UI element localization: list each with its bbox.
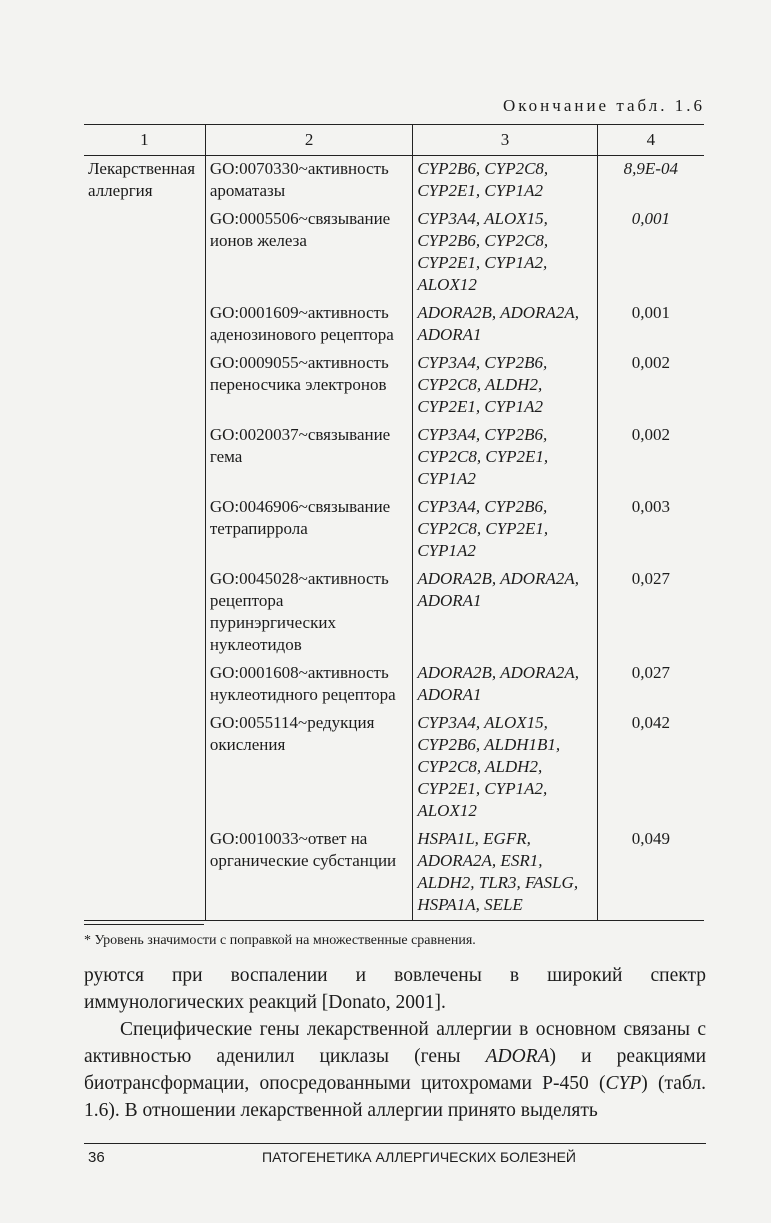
table-row	[84, 826, 704, 921]
go-term-cell: GO:0009055~активность переносчика электронов	[205, 350, 412, 422]
go-term-cell: GO:0001609~активность аденозинового рецептора	[205, 300, 412, 350]
p-value-cell: 0,027	[597, 660, 704, 710]
go-term-cell: GO:0020037~связывание гема	[205, 422, 412, 494]
p-value-cell: 0,049	[597, 826, 704, 921]
running-title: ПАТОГЕНЕТИКА АЛЛЕРГИЧЕСКИХ БОЛЕЗНЕЙ	[262, 1149, 576, 1165]
p-value-cell: 0,003	[597, 494, 704, 566]
genes-cell: CYP3A4, CYP2B6, CYP2C8, CYP2E1, CYP1A2	[413, 494, 597, 566]
go-term-cell: GO:0010033~ответ на органические субстанции	[205, 826, 412, 921]
table-row	[84, 710, 704, 826]
table-row	[84, 494, 704, 566]
genes-cell: CYP3A4, ALOX15, CYP2B6, CYP2C8, CYP2E1, CYP1A2, ALOX12	[413, 206, 597, 300]
genes-cell: CYP3A4, CYP2B6, CYP2C8, CYP2E1, CYP1A2	[413, 422, 597, 494]
gene-name: ADORA	[485, 1046, 550, 1067]
go-term-cell: GO:0046906~связывание тетрапиррола	[205, 494, 412, 566]
p-value-cell: 0,042	[597, 710, 704, 826]
genes-cell: ADORA2B, ADORA2A, ADORA1	[413, 566, 597, 660]
footer-divider	[84, 1143, 706, 1144]
table-row	[84, 660, 704, 710]
table-header-row	[84, 125, 704, 156]
p-value-cell: 0,002	[597, 350, 704, 422]
column-header-1: 1	[84, 125, 205, 156]
paragraph-text: Специфические гены лекарственной аллергии в основном связаны с активностью аденилил циклазы (гены	[84, 1019, 706, 1067]
p-value-cell: 0,027	[597, 566, 704, 660]
genes-cell: HSPA1L, EGFR, ADORA2A, ESR1, ALDH2, TLR3, FASLG, HSPA1A, SELE	[413, 826, 597, 921]
table-row	[84, 566, 704, 660]
paragraph-text: ) (табл. 1.6). В отношении лекарственной аллергии принято выделять	[84, 1073, 706, 1121]
column-header-4: 4	[597, 125, 704, 156]
go-term-cell: GO:0055114~редукция окисления	[205, 710, 412, 826]
genes-cell: CYP3A4, CYP2B6, CYP2C8, ALDH2, CYP2E1, CYP1A2	[413, 350, 597, 422]
gene-name: CYP	[605, 1073, 642, 1094]
table-caption: Окончание табл. 1.6	[503, 96, 705, 115]
column-header-2: 2	[205, 125, 412, 156]
table-row	[84, 300, 704, 350]
paragraph-text: ) и реакциями биотрансформации, опосредованными цитохромами Р-450 (	[84, 1046, 706, 1094]
genes-cell: ADORA2B, ADORA2A, ADORA1	[413, 660, 597, 710]
genes-cell: ADORA2B, ADORA2A, ADORA1	[413, 300, 597, 350]
p-value-cell: 0,001	[597, 300, 704, 350]
body-paragraph-1: руются при воспалении и вовлечены в широкий спектр иммунологических реакций [Donato, 2001].	[84, 965, 706, 1013]
table-row	[84, 422, 704, 494]
genes-cell: CYP2B6, CYP2C8, CYP2E1, CYP1A2	[413, 156, 597, 207]
page-number: 36	[88, 1149, 105, 1166]
p-value-cell: 0,001	[597, 206, 704, 300]
column-header-3: 3	[413, 125, 597, 156]
go-term-cell: GO:0070330~активность ароматазы	[205, 156, 412, 207]
p-value-cell: 8,9E-04	[597, 156, 704, 207]
body-paragraph-2	[84, 1016, 706, 1124]
go-enrichment-table	[84, 124, 704, 921]
table-row	[84, 206, 704, 300]
table-row	[84, 350, 704, 422]
go-term-cell: GO:0001608~активность нуклеотидного рецептора	[205, 660, 412, 710]
go-term-cell: GO:0005506~связывание ионов железа	[205, 206, 412, 300]
table-row	[84, 156, 704, 207]
p-value-cell: 0,002	[597, 422, 704, 494]
table-footnote: * Уровень значимости с поправкой на множественные сравнения.	[84, 933, 476, 948]
disease-cell: Лекарственная аллергия	[88, 159, 196, 200]
go-term-cell: GO:0045028~активность рецептора пуринэргических нуклеотидов	[205, 566, 412, 660]
genes-cell: CYP3A4, ALOX15, CYP2B6, ALDH1B1, CYP2C8, ALDH2, CYP2E1, CYP1A2, ALOX12	[413, 710, 597, 826]
